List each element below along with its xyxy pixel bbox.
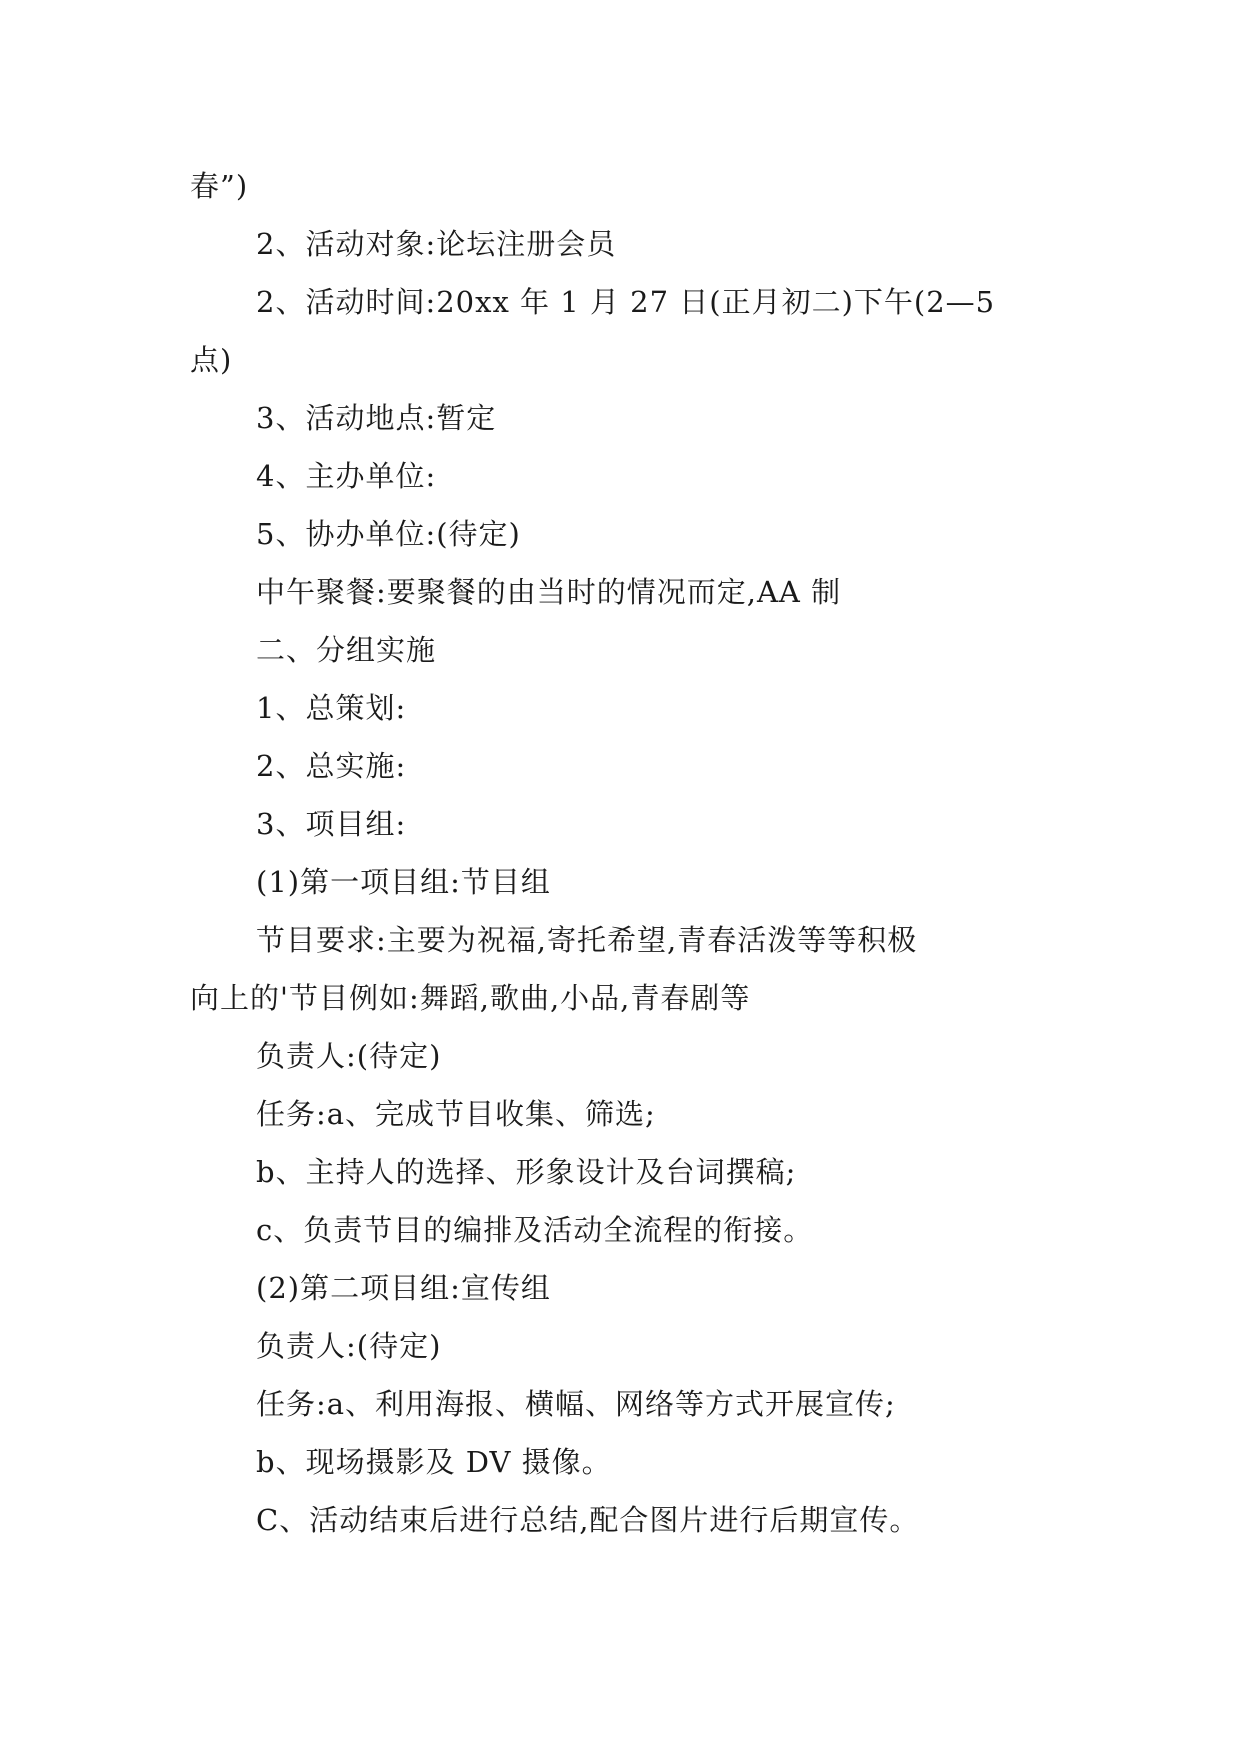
text-line: b、现场摄影及 DV 摄像。 [256, 1445, 612, 1479]
text-line: (2)第二项目组:宣传组 [256, 1271, 551, 1305]
text-line: (1)第一项目组:节目组 [256, 865, 551, 899]
text-line: 任务:a、利用海报、横幅、网络等方式开展宣传; [256, 1387, 896, 1421]
text-line: 节目要求:主要为祝福,寄托希望,青春活泼等等积极 [256, 923, 918, 957]
text-line: c、负责节目的编排及活动全流程的衔接。 [256, 1213, 814, 1247]
text-line: 春”) [190, 169, 249, 203]
text-line: 2、活动时间:20xx 年 1 月 27 日(正月初二)下午(2—5 [256, 285, 996, 319]
text-line: 5、协办单位:(待定) [256, 517, 521, 551]
text-line: 中午聚餐:要聚餐的由当时的情况而定,AA 制 [256, 575, 842, 609]
text-line: 3、项目组: [256, 807, 407, 841]
text-line: 1、总策划: [256, 691, 407, 725]
text-line: 2、总实施: [256, 749, 407, 783]
section-heading: 二、分组实施 [256, 633, 437, 667]
text-line: 2、活动对象:论坛注册会员 [256, 227, 617, 261]
text-line: 任务:a、完成节目收集、筛选; [256, 1097, 656, 1131]
text-line: 4、主办单位: [256, 459, 437, 493]
text-line: C、活动结束后进行总结,配合图片进行后期宣传。 [256, 1503, 920, 1537]
text-line: 3、活动地点:暂定 [256, 401, 497, 435]
text-line: 点) [190, 343, 233, 377]
text-line: 负责人:(待定) [256, 1329, 442, 1363]
text-line: 向上的'节目例如:舞蹈,歌曲,小品,青春剧等 [190, 981, 751, 1015]
text-line: 负责人:(待定) [256, 1039, 442, 1073]
text-line: b、主持人的选择、形象设计及台词撰稿; [256, 1155, 797, 1189]
